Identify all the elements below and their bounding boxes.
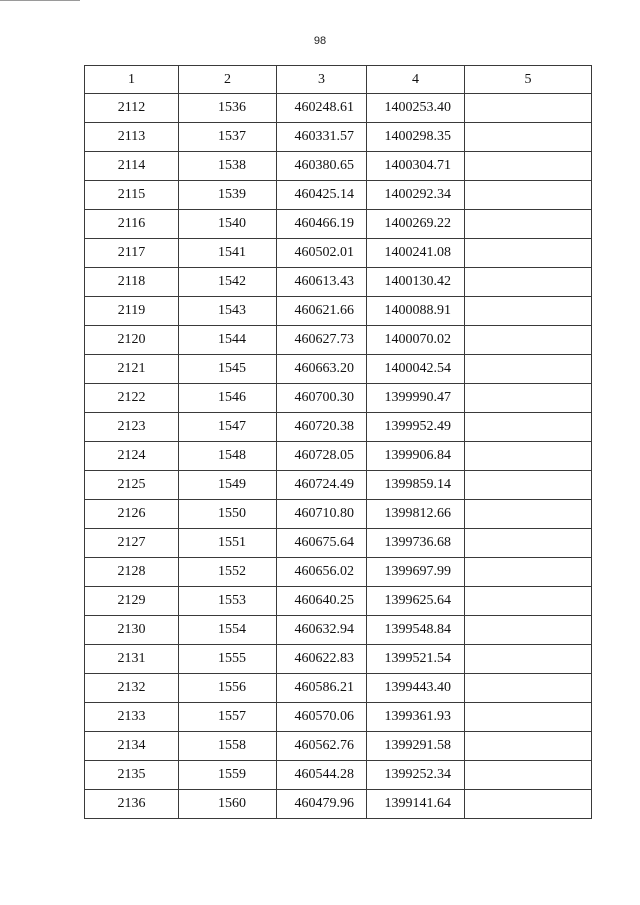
x-coordinate-cell: 460331.57 xyxy=(277,123,367,152)
table-row xyxy=(85,761,592,790)
table-row xyxy=(85,674,592,703)
point-number-cell: 1558 xyxy=(179,732,277,761)
point-number-cell: 1556 xyxy=(179,674,277,703)
row-number-cell: 2122 xyxy=(85,384,179,413)
point-number-cell: 1536 xyxy=(179,94,277,123)
row-number-cell: 2113 xyxy=(85,123,179,152)
column-header-4: 4 xyxy=(367,66,465,94)
row-number-cell: 2127 xyxy=(85,529,179,558)
notes-cell xyxy=(465,761,592,790)
notes-cell xyxy=(465,152,592,181)
notes-cell xyxy=(465,384,592,413)
table-row xyxy=(85,239,592,268)
row-number-cell: 2115 xyxy=(85,181,179,210)
table-row xyxy=(85,268,592,297)
point-number-cell: 1537 xyxy=(179,123,277,152)
row-number-cell: 2131 xyxy=(85,645,179,674)
notes-cell xyxy=(465,703,592,732)
notes-cell xyxy=(465,645,592,674)
notes-cell xyxy=(465,529,592,558)
row-number-cell: 2114 xyxy=(85,152,179,181)
y-coordinate-cell: 1399443.40 xyxy=(367,674,465,703)
y-coordinate-cell: 1400292.34 xyxy=(367,181,465,210)
table-row xyxy=(85,587,592,616)
page-number: 98 xyxy=(313,35,327,47)
notes-cell xyxy=(465,587,592,616)
y-coordinate-cell: 1400088.91 xyxy=(367,297,465,326)
point-number-cell: 1559 xyxy=(179,761,277,790)
x-coordinate-cell: 460613.43 xyxy=(277,268,367,297)
table-row xyxy=(85,500,592,529)
x-coordinate-cell: 460502.01 xyxy=(277,239,367,268)
table-row xyxy=(85,645,592,674)
point-number-cell: 1539 xyxy=(179,181,277,210)
row-number-cell: 2124 xyxy=(85,442,179,471)
point-number-cell: 1549 xyxy=(179,471,277,500)
table-row xyxy=(85,210,592,239)
table-row xyxy=(85,123,592,152)
notes-cell xyxy=(465,442,592,471)
table-row xyxy=(85,442,592,471)
notes-cell xyxy=(465,355,592,384)
point-number-cell: 1552 xyxy=(179,558,277,587)
point-number-cell: 1554 xyxy=(179,616,277,645)
y-coordinate-cell: 1400304.71 xyxy=(367,152,465,181)
x-coordinate-cell: 460675.64 xyxy=(277,529,367,558)
row-number-cell: 2125 xyxy=(85,471,179,500)
y-coordinate-cell: 1400269.22 xyxy=(367,210,465,239)
y-coordinate-cell: 1399291.58 xyxy=(367,732,465,761)
x-coordinate-cell: 460621.66 xyxy=(277,297,367,326)
notes-cell xyxy=(465,94,592,123)
x-coordinate-cell: 460544.28 xyxy=(277,761,367,790)
table-row xyxy=(85,384,592,413)
x-coordinate-cell: 460632.94 xyxy=(277,616,367,645)
table-row xyxy=(85,732,592,761)
x-coordinate-cell: 460622.83 xyxy=(277,645,367,674)
x-coordinate-cell: 460425.14 xyxy=(277,181,367,210)
notes-cell xyxy=(465,790,592,819)
x-coordinate-cell: 460248.61 xyxy=(277,94,367,123)
table-row xyxy=(85,94,592,123)
column-header-5: 5 xyxy=(465,66,592,94)
row-number-cell: 2120 xyxy=(85,326,179,355)
notes-cell xyxy=(465,558,592,587)
y-coordinate-cell: 1399812.66 xyxy=(367,500,465,529)
x-coordinate-cell: 460663.20 xyxy=(277,355,367,384)
column-header-2: 2 xyxy=(179,66,277,94)
y-coordinate-cell: 1400130.42 xyxy=(367,268,465,297)
notes-cell xyxy=(465,123,592,152)
point-number-cell: 1550 xyxy=(179,500,277,529)
y-coordinate-cell: 1400241.08 xyxy=(367,239,465,268)
x-coordinate-cell: 460724.49 xyxy=(277,471,367,500)
table-row xyxy=(85,529,592,558)
column-header-3: 3 xyxy=(277,66,367,94)
table-row xyxy=(85,558,592,587)
y-coordinate-cell: 1399625.64 xyxy=(367,587,465,616)
row-number-cell: 2128 xyxy=(85,558,179,587)
y-coordinate-cell: 1399952.49 xyxy=(367,413,465,442)
point-number-cell: 1547 xyxy=(179,413,277,442)
x-coordinate-cell: 460570.06 xyxy=(277,703,367,732)
y-coordinate-cell: 1399697.99 xyxy=(367,558,465,587)
row-number-cell: 2130 xyxy=(85,616,179,645)
x-coordinate-cell: 460720.38 xyxy=(277,413,367,442)
x-coordinate-cell: 460466.19 xyxy=(277,210,367,239)
point-number-cell: 1545 xyxy=(179,355,277,384)
point-number-cell: 1541 xyxy=(179,239,277,268)
x-coordinate-cell: 460710.80 xyxy=(277,500,367,529)
notes-cell xyxy=(465,297,592,326)
row-number-cell: 2136 xyxy=(85,790,179,819)
notes-cell xyxy=(465,326,592,355)
point-number-cell: 1560 xyxy=(179,790,277,819)
x-coordinate-cell: 460640.25 xyxy=(277,587,367,616)
x-coordinate-cell: 460479.96 xyxy=(277,790,367,819)
header-row xyxy=(85,66,592,94)
y-coordinate-cell: 1400253.40 xyxy=(367,94,465,123)
table-row xyxy=(85,297,592,326)
y-coordinate-cell: 1399990.47 xyxy=(367,384,465,413)
x-coordinate-cell: 460656.02 xyxy=(277,558,367,587)
y-coordinate-cell: 1399361.93 xyxy=(367,703,465,732)
y-coordinate-cell: 1399736.68 xyxy=(367,529,465,558)
y-coordinate-cell: 1399141.64 xyxy=(367,790,465,819)
x-coordinate-cell: 460728.05 xyxy=(277,442,367,471)
row-number-cell: 2126 xyxy=(85,500,179,529)
row-number-cell: 2119 xyxy=(85,297,179,326)
table-row xyxy=(85,616,592,645)
column-header-1: 1 xyxy=(85,66,179,94)
point-number-cell: 1543 xyxy=(179,297,277,326)
table-row xyxy=(85,181,592,210)
row-number-cell: 2133 xyxy=(85,703,179,732)
notes-cell xyxy=(465,732,592,761)
x-coordinate-cell: 460627.73 xyxy=(277,326,367,355)
table-row xyxy=(85,326,592,355)
x-coordinate-cell: 460586.21 xyxy=(277,674,367,703)
y-coordinate-cell: 1399906.84 xyxy=(367,442,465,471)
notes-cell xyxy=(465,210,592,239)
y-coordinate-cell: 1399548.84 xyxy=(367,616,465,645)
y-coordinate-cell: 1400070.02 xyxy=(367,326,465,355)
row-number-cell: 2123 xyxy=(85,413,179,442)
point-number-cell: 1551 xyxy=(179,529,277,558)
row-number-cell: 2121 xyxy=(85,355,179,384)
y-coordinate-cell: 1400298.35 xyxy=(367,123,465,152)
y-coordinate-cell: 1399521.54 xyxy=(367,645,465,674)
y-coordinate-cell: 1399252.34 xyxy=(367,761,465,790)
point-number-cell: 1555 xyxy=(179,645,277,674)
table-body xyxy=(85,94,592,819)
table-row xyxy=(85,471,592,500)
table-row xyxy=(85,413,592,442)
point-number-cell: 1553 xyxy=(179,587,277,616)
notes-cell xyxy=(465,181,592,210)
x-coordinate-cell: 460380.65 xyxy=(277,152,367,181)
row-number-cell: 2112 xyxy=(85,94,179,123)
point-number-cell: 1546 xyxy=(179,384,277,413)
notes-cell xyxy=(465,500,592,529)
notes-cell xyxy=(465,268,592,297)
y-coordinate-cell: 1399859.14 xyxy=(367,471,465,500)
table-row xyxy=(85,355,592,384)
x-coordinate-cell: 460700.30 xyxy=(277,384,367,413)
y-coordinate-cell: 1400042.54 xyxy=(367,355,465,384)
row-number-cell: 2117 xyxy=(85,239,179,268)
row-number-cell: 2135 xyxy=(85,761,179,790)
notes-cell xyxy=(465,413,592,442)
notes-cell xyxy=(465,616,592,645)
point-number-cell: 1538 xyxy=(179,152,277,181)
row-number-cell: 2134 xyxy=(85,732,179,761)
point-number-cell: 1544 xyxy=(179,326,277,355)
point-number-cell: 1542 xyxy=(179,268,277,297)
row-number-cell: 2118 xyxy=(85,268,179,297)
row-number-cell: 2116 xyxy=(85,210,179,239)
table-row xyxy=(85,703,592,732)
table-row xyxy=(85,790,592,819)
notes-cell xyxy=(465,674,592,703)
notes-cell xyxy=(465,471,592,500)
table-row xyxy=(85,152,592,181)
point-number-cell: 1548 xyxy=(179,442,277,471)
scan-edge-mark xyxy=(0,0,80,4)
point-number-cell: 1557 xyxy=(179,703,277,732)
row-number-cell: 2129 xyxy=(85,587,179,616)
notes-cell xyxy=(465,239,592,268)
point-number-cell: 1540 xyxy=(179,210,277,239)
x-coordinate-cell: 460562.76 xyxy=(277,732,367,761)
table-header xyxy=(85,66,592,94)
coordinates-table xyxy=(84,65,592,819)
row-number-cell: 2132 xyxy=(85,674,179,703)
